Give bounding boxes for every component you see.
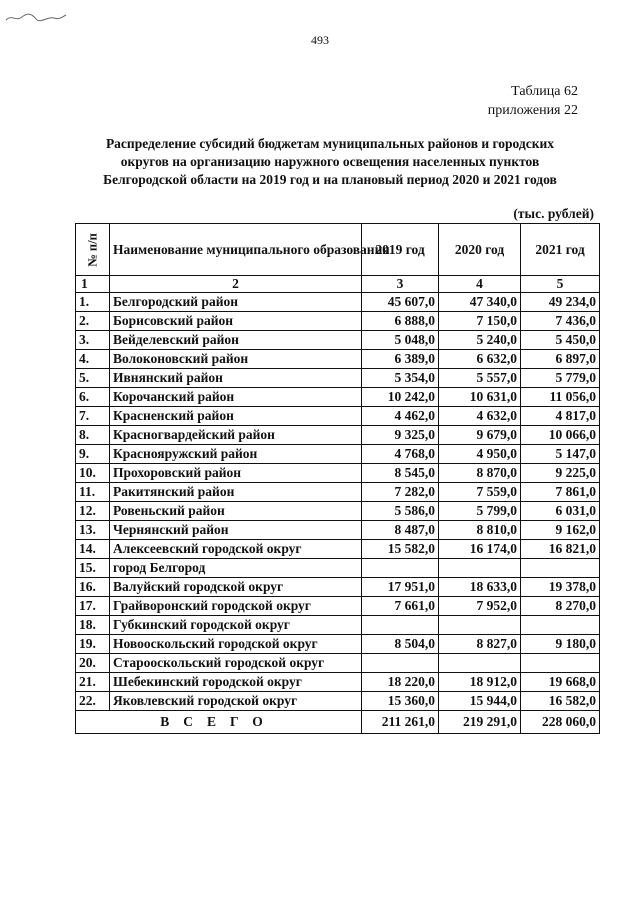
value-2021-cell: 19 668,0 bbox=[521, 673, 600, 692]
value-2019-cell: 7 661,0 bbox=[362, 597, 439, 616]
title-line: округов на организацию наружного освещения населенных пунктов bbox=[120, 154, 540, 169]
table-row bbox=[76, 578, 600, 597]
handwritten-mark bbox=[4, 8, 68, 26]
total-2020: 219 291,0 bbox=[439, 711, 521, 734]
value-2021-cell: 49 234,0 bbox=[521, 293, 600, 312]
value-2021-cell: 9 162,0 bbox=[521, 521, 600, 540]
municipality-name-cell: Чернянский район bbox=[110, 521, 362, 540]
value-2021-cell: 11 056,0 bbox=[521, 388, 600, 407]
value-2019-cell bbox=[362, 654, 439, 673]
value-2019-cell: 6 888,0 bbox=[362, 312, 439, 331]
row-number-cell: 8. bbox=[76, 426, 110, 445]
municipality-name-cell: Волоконовский район bbox=[110, 350, 362, 369]
municipality-name-cell: город Белгород bbox=[110, 559, 362, 578]
value-2020-cell: 47 340,0 bbox=[439, 293, 521, 312]
row-number-cell: 5. bbox=[76, 369, 110, 388]
value-2021-cell: 9 180,0 bbox=[521, 635, 600, 654]
value-2021-cell: 16 821,0 bbox=[521, 540, 600, 559]
value-2020-cell: 8 870,0 bbox=[439, 464, 521, 483]
value-2020-cell: 6 632,0 bbox=[439, 350, 521, 369]
value-2019-cell: 15 360,0 bbox=[362, 692, 439, 711]
row-number-cell: 9. bbox=[76, 445, 110, 464]
row-number-cell: 6. bbox=[76, 388, 110, 407]
value-2021-cell bbox=[521, 654, 600, 673]
title-line: Белгородской области на 2019 год и на плановый период 2020 и 2021 годов bbox=[103, 172, 557, 187]
value-2020-cell: 5 799,0 bbox=[439, 502, 521, 521]
table-row bbox=[76, 635, 600, 654]
municipality-name-cell: Краснояружский район bbox=[110, 445, 362, 464]
value-2020-cell: 18 912,0 bbox=[439, 673, 521, 692]
header-number: № п/п bbox=[76, 224, 110, 276]
total-row bbox=[76, 711, 600, 734]
municipality-name-cell: Вейделевский район bbox=[110, 331, 362, 350]
table-row bbox=[76, 559, 600, 578]
row-number-cell: 17. bbox=[76, 597, 110, 616]
value-2020-cell: 16 174,0 bbox=[439, 540, 521, 559]
title-line: Распределение субсидий бюджетам муниципальных районов и городских bbox=[105, 136, 555, 151]
value-2020-cell: 5 557,0 bbox=[439, 369, 521, 388]
value-2020-cell: 7 150,0 bbox=[439, 312, 521, 331]
total-label: ВСЕГО bbox=[76, 711, 362, 734]
value-2019-cell: 5 354,0 bbox=[362, 369, 439, 388]
value-2019-cell: 9 325,0 bbox=[362, 426, 439, 445]
value-2020-cell: 8 810,0 bbox=[439, 521, 521, 540]
municipality-name-cell: Валуйский городской округ bbox=[110, 578, 362, 597]
table-row bbox=[76, 673, 600, 692]
table-row bbox=[76, 483, 600, 502]
value-2020-cell: 18 633,0 bbox=[439, 578, 521, 597]
value-2019-cell: 17 951,0 bbox=[362, 578, 439, 597]
value-2021-cell: 4 817,0 bbox=[521, 407, 600, 426]
value-2021-cell: 6 897,0 bbox=[521, 350, 600, 369]
value-2019-cell: 6 389,0 bbox=[362, 350, 439, 369]
row-number-cell: 14. bbox=[76, 540, 110, 559]
table-row bbox=[76, 616, 600, 635]
total-2019: 211 261,0 bbox=[362, 711, 439, 734]
value-2019-cell bbox=[362, 559, 439, 578]
header-2021: 2021 год bbox=[521, 224, 600, 276]
value-2020-cell: 9 679,0 bbox=[439, 426, 521, 445]
municipality-name-cell: Красненский район bbox=[110, 407, 362, 426]
municipality-name-cell: Шебекинский городской округ bbox=[110, 673, 362, 692]
row-number-cell: 4. bbox=[76, 350, 110, 369]
value-2020-cell bbox=[439, 616, 521, 635]
municipality-name-cell: Борисовский район bbox=[110, 312, 362, 331]
municipality-name-cell: Красногвардейский район bbox=[110, 426, 362, 445]
municipality-name-cell: Белгородский район bbox=[110, 293, 362, 312]
row-number-cell: 21. bbox=[76, 673, 110, 692]
appendix-reference-line: приложения 22 bbox=[487, 103, 578, 118]
table-row bbox=[76, 293, 600, 312]
value-2021-cell: 16 582,0 bbox=[521, 692, 600, 711]
table-row bbox=[76, 350, 600, 369]
value-2020-cell bbox=[439, 654, 521, 673]
table-row bbox=[76, 369, 600, 388]
row-number-cell: 1. bbox=[76, 293, 110, 312]
table-row bbox=[76, 388, 600, 407]
municipality-name-cell: Грайворонский городской округ bbox=[110, 597, 362, 616]
value-2021-cell: 5 450,0 bbox=[521, 331, 600, 350]
value-2020-cell: 8 827,0 bbox=[439, 635, 521, 654]
table-row bbox=[76, 597, 600, 616]
row-number-cell: 10. bbox=[76, 464, 110, 483]
row-number-cell: 12. bbox=[76, 502, 110, 521]
value-2019-cell: 15 582,0 bbox=[362, 540, 439, 559]
column-index: 2 bbox=[110, 276, 362, 293]
municipality-name-cell: Ровеньский район bbox=[110, 502, 362, 521]
value-2020-cell: 7 559,0 bbox=[439, 483, 521, 502]
header-2019: 2019 год bbox=[362, 224, 439, 276]
value-2021-cell: 5 147,0 bbox=[521, 445, 600, 464]
total-2021: 228 060,0 bbox=[521, 711, 600, 734]
value-2021-cell: 5 779,0 bbox=[521, 369, 600, 388]
row-number-cell: 19. bbox=[76, 635, 110, 654]
table-row bbox=[76, 312, 600, 331]
header-name: Наименование муниципального образования bbox=[110, 224, 362, 276]
table-row bbox=[76, 502, 600, 521]
table-row bbox=[76, 407, 600, 426]
row-number-cell: 15. bbox=[76, 559, 110, 578]
header-row bbox=[76, 224, 600, 276]
value-2019-cell: 18 220,0 bbox=[362, 673, 439, 692]
row-number-cell: 16. bbox=[76, 578, 110, 597]
value-2020-cell: 4 632,0 bbox=[439, 407, 521, 426]
value-2021-cell bbox=[521, 616, 600, 635]
row-number-cell: 18. bbox=[76, 616, 110, 635]
row-number-cell: 20. bbox=[76, 654, 110, 673]
value-2019-cell: 7 282,0 bbox=[362, 483, 439, 502]
value-2021-cell: 9 225,0 bbox=[521, 464, 600, 483]
value-2019-cell: 45 607,0 bbox=[362, 293, 439, 312]
table-row bbox=[76, 654, 600, 673]
value-2021-cell: 7 436,0 bbox=[521, 312, 600, 331]
header-2020: 2020 год bbox=[439, 224, 521, 276]
value-2019-cell: 4 768,0 bbox=[362, 445, 439, 464]
row-number-cell: 11. bbox=[76, 483, 110, 502]
value-2019-cell: 8 504,0 bbox=[362, 635, 439, 654]
municipality-name-cell: Алексеевский городской округ bbox=[110, 540, 362, 559]
table-reference bbox=[488, 82, 578, 120]
table-reference-line: Таблица 62 bbox=[511, 84, 578, 99]
table-row bbox=[76, 426, 600, 445]
municipality-name-cell: Ивнянский район bbox=[110, 369, 362, 388]
value-2019-cell: 10 242,0 bbox=[362, 388, 439, 407]
row-number-cell: 7. bbox=[76, 407, 110, 426]
value-2021-cell: 7 861,0 bbox=[521, 483, 600, 502]
unit-note: (тыс. рублей) bbox=[513, 206, 594, 221]
value-2020-cell: 10 631,0 bbox=[439, 388, 521, 407]
value-2019-cell: 8 545,0 bbox=[362, 464, 439, 483]
row-number-cell: 3. bbox=[76, 331, 110, 350]
column-index: 1 bbox=[76, 276, 110, 293]
value-2020-cell: 4 950,0 bbox=[439, 445, 521, 464]
row-number-cell: 2. bbox=[76, 312, 110, 331]
column-index: 4 bbox=[439, 276, 521, 293]
municipality-name-cell: Прохоровский район bbox=[110, 464, 362, 483]
value-2020-cell: 7 952,0 bbox=[439, 597, 521, 616]
document-title bbox=[60, 135, 600, 189]
value-2021-cell: 19 378,0 bbox=[521, 578, 600, 597]
subsidy-table bbox=[75, 223, 600, 734]
value-2021-cell bbox=[521, 559, 600, 578]
value-2019-cell: 5 586,0 bbox=[362, 502, 439, 521]
value-2020-cell bbox=[439, 559, 521, 578]
municipality-name-cell: Ракитянский район bbox=[110, 483, 362, 502]
municipality-name-cell: Новооскольский городской округ bbox=[110, 635, 362, 654]
table-row bbox=[76, 331, 600, 350]
value-2019-cell: 5 048,0 bbox=[362, 331, 439, 350]
column-index: 3 bbox=[362, 276, 439, 293]
municipality-name-cell: Губкинский городской округ bbox=[110, 616, 362, 635]
table-row bbox=[76, 692, 600, 711]
column-index: 5 bbox=[521, 276, 600, 293]
value-2021-cell: 6 031,0 bbox=[521, 502, 600, 521]
value-2019-cell: 8 487,0 bbox=[362, 521, 439, 540]
value-2019-cell: 4 462,0 bbox=[362, 407, 439, 426]
page-number: 493 bbox=[311, 33, 329, 47]
table-row bbox=[76, 445, 600, 464]
column-index-row bbox=[76, 276, 600, 293]
row-number-cell: 13. bbox=[76, 521, 110, 540]
value-2021-cell: 10 066,0 bbox=[521, 426, 600, 445]
value-2020-cell: 5 240,0 bbox=[439, 331, 521, 350]
municipality-name-cell: Старооскольский городской округ bbox=[110, 654, 362, 673]
table-row bbox=[76, 464, 600, 483]
value-2020-cell: 15 944,0 bbox=[439, 692, 521, 711]
table-row bbox=[76, 521, 600, 540]
table-row bbox=[76, 540, 600, 559]
municipality-name-cell: Яковлевский городской округ bbox=[110, 692, 362, 711]
row-number-cell: 22. bbox=[76, 692, 110, 711]
value-2019-cell bbox=[362, 616, 439, 635]
value-2021-cell: 8 270,0 bbox=[521, 597, 600, 616]
municipality-name-cell: Корочанский район bbox=[110, 388, 362, 407]
